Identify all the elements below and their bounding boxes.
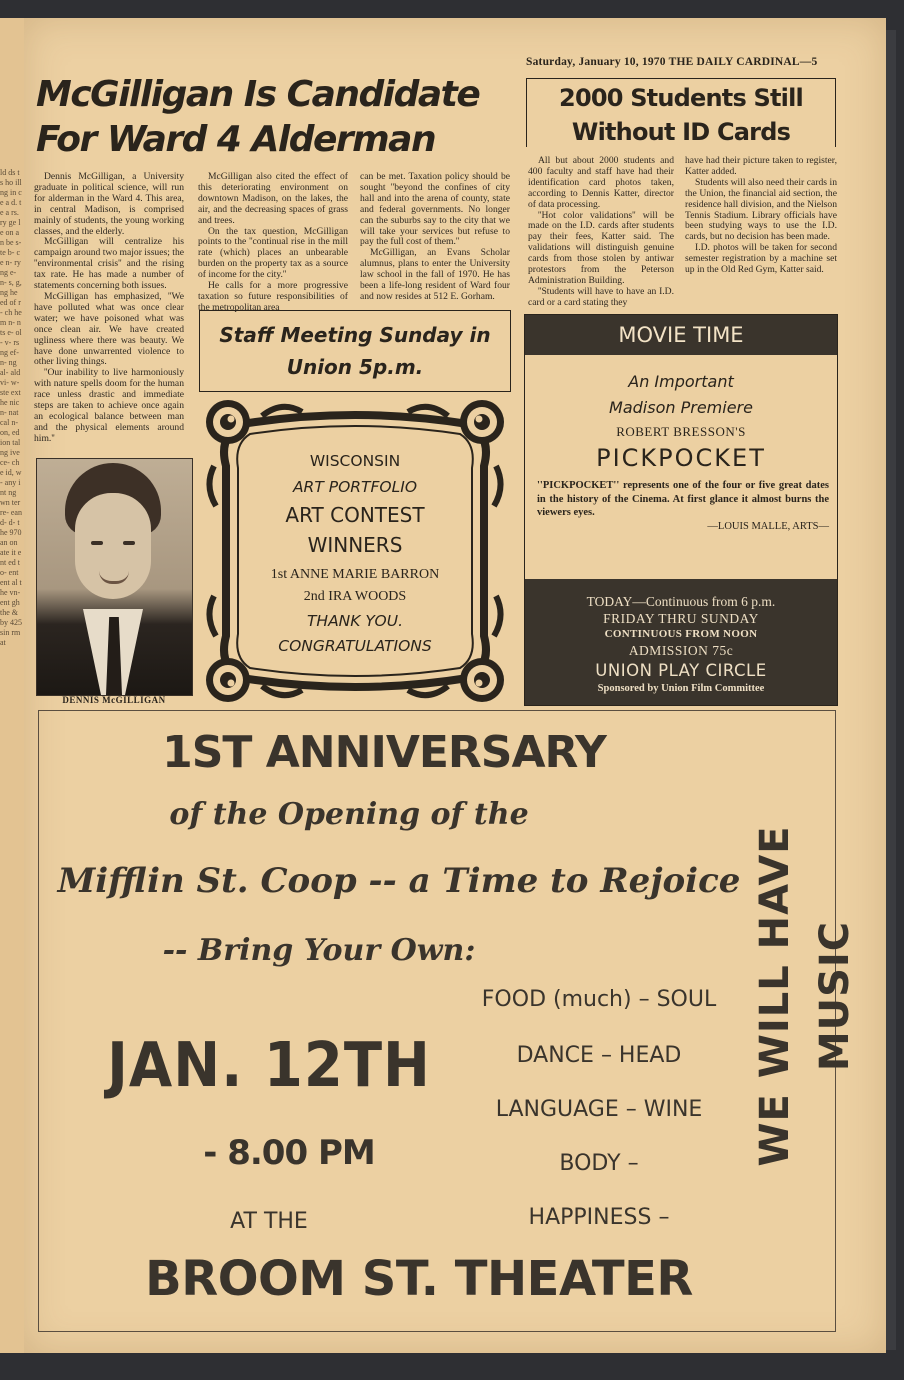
art-line-portfolio: ART PORTFOLIO (292, 478, 418, 496)
coop-list-dance: DANCE – HEAD (516, 1043, 682, 1068)
mcgilligan-column-1 (34, 172, 184, 445)
movie-intro-line2: Madison Premiere (609, 398, 753, 417)
coop-list-language: LANGUAGE – WINE (495, 1097, 703, 1122)
coop-anniversary-ad (38, 710, 858, 1332)
id-cards-column-1 (528, 156, 674, 309)
binding-edge (886, 30, 896, 1350)
movie-banner: MOVIE TIME (525, 315, 837, 355)
coop-time: - 8.00 PM (203, 1133, 375, 1173)
movie-days: FRIDAY THRU SUNDAY (603, 611, 759, 626)
movie-showtimes-panel (525, 579, 837, 705)
movie-today: TODAY—Continuous from 6 p.m. (586, 594, 776, 609)
id-cards-column-2 (685, 156, 837, 276)
photo-caption: DENNIS McGILLIGAN (62, 695, 166, 705)
movie-quote-attribution: —LOUIS MALLE, ARTS— (707, 520, 829, 532)
coop-at-the: AT THE (230, 1209, 308, 1234)
art-line-wisconsin: WISCONSIN (309, 452, 401, 470)
newspaper-page (24, 18, 886, 1353)
coop-line-opening: of the Opening of the (169, 797, 529, 832)
art-line-winners: WINNERS (307, 533, 403, 557)
article-paragraph: ''Hot color validations'' will be made on the I.D. cards after students pay their fees, Katter said. The validations will distinguish genuine cards from those stolen by antiwar protestors from the Peterson Administration Building. (528, 209, 674, 286)
coop-venue: BROOM ST. THEATER (145, 1251, 693, 1307)
article-paragraph: McGilligan will centralize his campaign around two major issues; the ''environmental crisis'' and the rising tax rate. He has made a number of statements concerning both issues. (34, 236, 185, 292)
art-line-thanks: THANK YOU. (306, 612, 404, 630)
mcgilligan-headline-line1: McGilligan Is Candidate (36, 74, 480, 115)
adjacent-page-edge (0, 18, 25, 1353)
adjacent-page-text: ld ds ts ho ill ng in ce a d. te a rs. ry ge le on an be s- te b- ce n- ry ng e- n- s, g, ng he ed of r- ch he m n- nts e- ol- v- rs ng ef- n- ng al- ald vi- w- ste ext he nic n- nat cal n- on, ed ion tal ng ive ce- che id, w- any int ng wn ter re- ean d- d- the 970 an on ate it ent ed to- ent ent al the vn- ent gh the & by 425 sin rm at (0, 168, 22, 647)
movie-admission: ADMISSION 75c (628, 643, 734, 658)
movie-quote: ''PICKPOCKET'' represents one of the four or five great dates in the history of the Cinema. At first glance it almost burns the viewers eyes. (537, 480, 829, 518)
coop-music-vertical: WE WILL HAVE MUSIC (752, 825, 858, 1167)
article-paragraph: McGilligan, an Evans Scholar alumnus, plans to enter the University law school in the fall of 1970. He has been a life-long resident of Ward four and now resides at 512 E. Gorham. (360, 247, 510, 302)
movie-time-ad (524, 314, 838, 706)
movie-venue: UNION PLAY CIRCLE (595, 661, 767, 680)
mcgilligan-headline-line2: For Ward 4 Alderman (36, 119, 436, 160)
article-paragraph: can be met. Taxation policy should be sought ''beyond the confines of city hall and into the arena of county, state and federal governments. No longer can the suburbs say to the city that we will take your services but refuse to pay the full cost of them.'' (360, 171, 510, 248)
article-paragraph: McGilligan has emphasized, ''We have polluted what was once clear water; we have poisoned what was once clean air. We have created ugliness where there was beauty. We have done unwarrented violence to other living things. (34, 290, 184, 368)
movie-director: ROBERT BRESSON'S (616, 424, 746, 439)
coop-list-food: FOOD (much) – SOUL (481, 987, 717, 1012)
article-paragraph: All but about 2000 students and 400 faculty and staff have had their identification card photos taken, according to Dennis Katter, director of data processing. (528, 155, 674, 210)
coop-list-body: BODY – (559, 1151, 639, 1176)
movie-title: PICKPOCKET (596, 444, 766, 472)
id-cards-headline-line2: Without ID Cards (571, 118, 791, 146)
article-paragraph: He calls for a more progressive taxation so future responsibilities of the metropolitan area (198, 280, 348, 313)
id-cards-headline-line1: 2000 Students Still (559, 84, 803, 112)
page-dateline: Saturday, January 10, 1970 THE DAILY CARDINAL—5 (526, 56, 818, 68)
id-cards-headline (526, 78, 836, 147)
article-paragraph: Dennis McGilligan, a University graduate in political science, will run for alderman in the Ward 4. This area, in central Madison, is comprised mainly of students, the young working classes, and the elderly. (34, 171, 184, 237)
mcgilligan-column-3 (360, 172, 510, 303)
staff-meeting-line2: Union 5p.m. (286, 355, 424, 379)
art-contest-text (242, 438, 468, 658)
article-paragraph: ''Students will have to have an I.D. card or a card stating they (528, 285, 674, 308)
coop-anniversary-title: 1ST ANNIVERSARY (162, 727, 606, 778)
art-contest-ad (202, 396, 508, 706)
article-paragraph: have had their picture taken to register, Katter added. (685, 155, 837, 177)
art-winner-second: 2nd IRA WOODS (303, 589, 407, 604)
art-winner-first: 1st ANNE MARIE BARRON (270, 567, 440, 582)
article-paragraph: McGilligan also cited the effect of this deteriorating environment on downtown Madison, on the lakes, the air, and the decreasing spaces of grass and trees. (198, 171, 348, 226)
mcgilligan-headline (36, 72, 506, 162)
candidate-portrait-photo (36, 458, 193, 696)
staff-meeting-line1: Staff Meeting Sunday in (219, 323, 491, 347)
art-line-contest: ART CONTEST (285, 503, 425, 527)
article-paragraph: I.D. photos will be taken for second semester registration by a machine set up in the Old Red Gym, Katter said. (685, 242, 837, 276)
article-paragraph: Students will also need their cards in the Union, the financial aid section, the residence hall division, and the Nielson Tennis Stadium. Library officials have been studying ways to use the I.D. cards, but no decision has been made. (685, 176, 837, 243)
coop-date: JAN. 12TH (107, 1029, 431, 1102)
article-paragraph: ''Our inability to live harmoniously with nature spells doom for the human race unless drastic and immediate steps are taken to achieve once again an ecological balance between man and the physical elements around him.'' (34, 367, 184, 444)
article-paragraph: On the tax question, McGilligan points to the ''continual rise in the mill rate (which) places an unbearable burden on the property tax as a source of income for the city.'' (198, 225, 348, 281)
staff-meeting-notice (199, 310, 511, 392)
movie-intro-line1: An Important (628, 372, 734, 391)
movie-sponsor: Sponsored by Union Film Committee (597, 683, 765, 694)
coop-line-rejoice: Mifflin St. Coop -- a Time to Rejoice (57, 861, 741, 901)
coop-line-bring: -- Bring Your Own: (162, 933, 476, 968)
movie-continuous: CONTINUOUS FROM NOON (604, 628, 758, 640)
coop-list-happiness: HAPPINESS – (528, 1205, 670, 1230)
mcgilligan-column-2 (198, 172, 348, 314)
art-line-congratulations: CONGRATULATIONS (278, 637, 432, 655)
